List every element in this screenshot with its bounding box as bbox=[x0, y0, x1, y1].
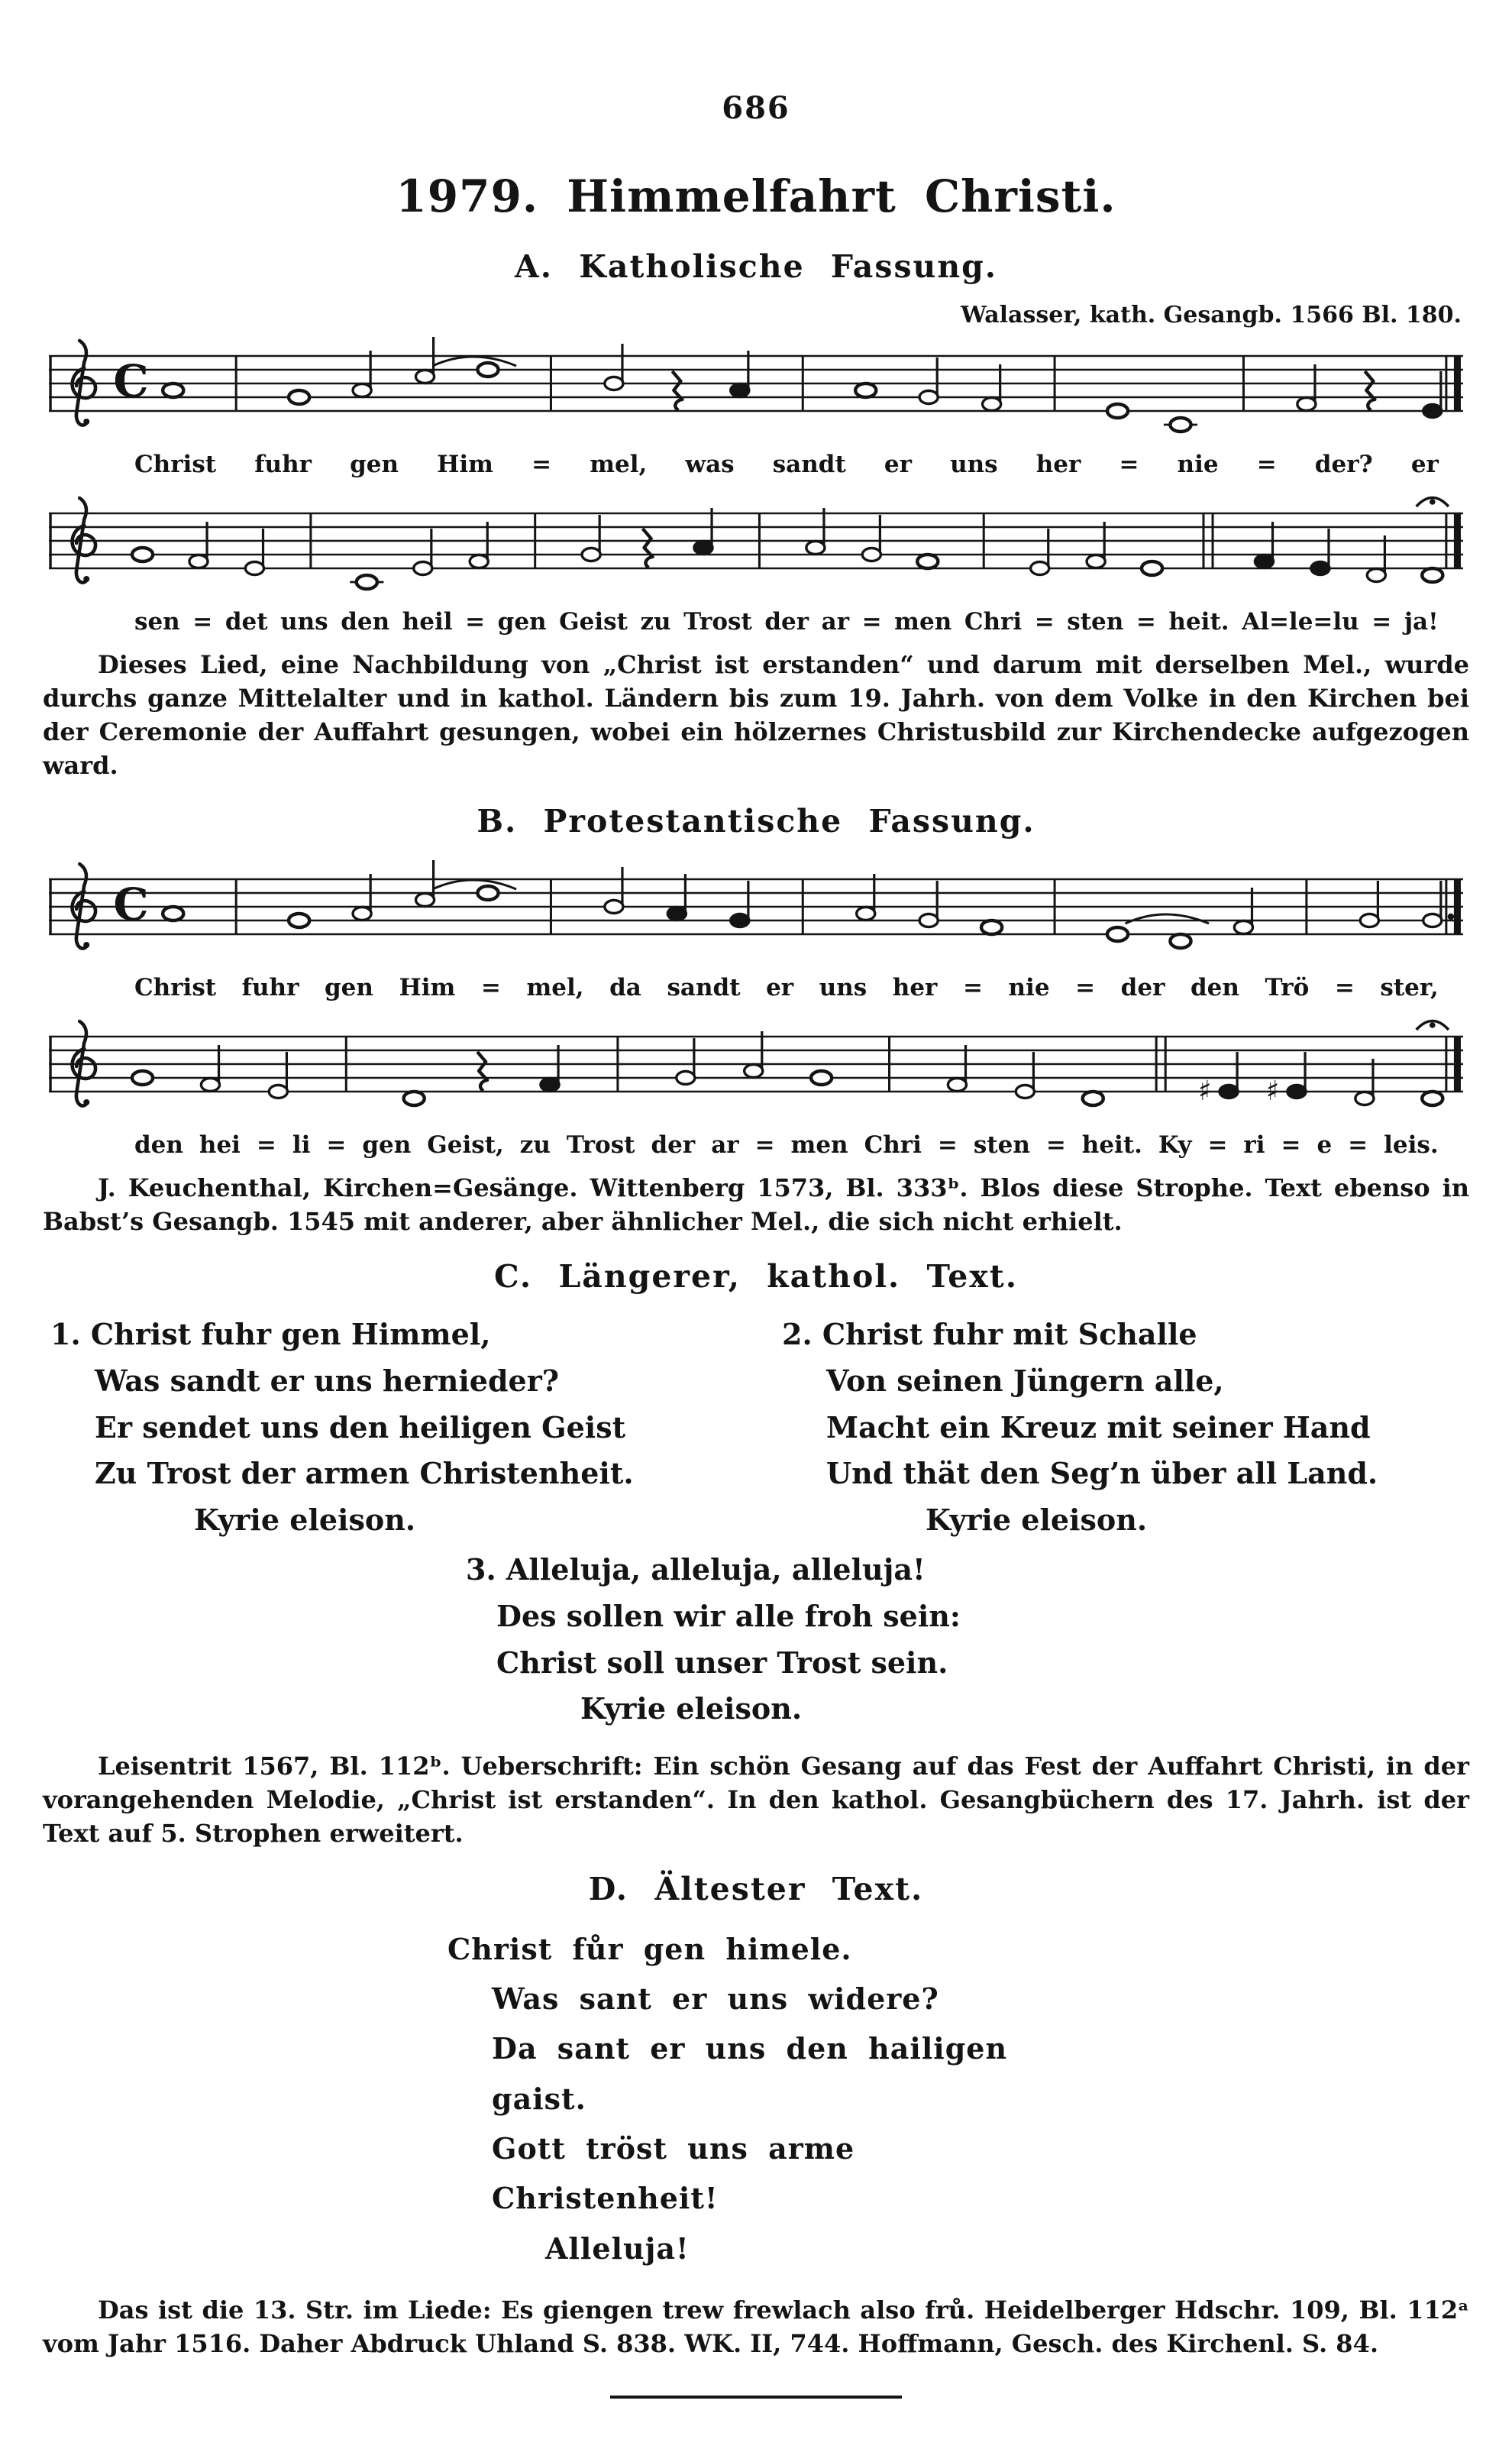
music-staff-b1 bbox=[43, 856, 1469, 1001]
lyric-syllable: Trost bbox=[566, 1131, 635, 1159]
svg-text:♯: ♯ bbox=[1197, 1074, 1212, 1107]
lyric-syllable: Geist bbox=[559, 608, 628, 636]
lyric-syllable: = bbox=[1348, 1131, 1368, 1159]
svg-text:♯: ♯ bbox=[1265, 1074, 1280, 1107]
commentary-paragraph-a: Dieses Lied, eine Nachbildung von „Christ ist erstanden“ und darum mit derselben Mel., wurde durchs ganze Mittelalter und in kathol. Ländern bis zum 19. Jahrh. von dem Volke in den Kirchen bei der Ceremonie der Auffahrt gesungen, wobei ein hölzernes Christusbild zur Kirchendecke aufgezogen ward. bbox=[43, 650, 1469, 781]
verse-line: Des sollen wir alle froh sein: bbox=[496, 1598, 961, 1633]
lyric-syllable: = bbox=[937, 1131, 958, 1159]
lyrics-line bbox=[43, 449, 1469, 478]
lyric-syllable: Geist, bbox=[427, 1131, 504, 1159]
lyric-syllable: zu bbox=[519, 1131, 551, 1159]
verse-d-oldest-text bbox=[447, 1924, 1058, 2274]
lyric-syllable: men bbox=[790, 1131, 848, 1159]
lyric-syllable: ster, bbox=[1380, 973, 1439, 1001]
lyric-syllable: Christ bbox=[134, 973, 217, 1001]
lyric-syllable: gen bbox=[350, 451, 399, 478]
lyric-syllable: Trost bbox=[683, 608, 752, 636]
lyric-syllable: ja! bbox=[1404, 608, 1439, 636]
page-number: 686 bbox=[722, 90, 790, 126]
verse-line: Und thät den Seg’n über all Land. bbox=[826, 1456, 1378, 1491]
lyric-syllable: leis. bbox=[1384, 1131, 1439, 1159]
lyric-syllable: = bbox=[1334, 973, 1355, 1001]
lyric-syllable: sen bbox=[134, 608, 180, 636]
lyric-syllable: Chri bbox=[864, 1131, 922, 1159]
verse-line: Er sendet uns den heiligen Geist bbox=[95, 1409, 626, 1444]
document-page bbox=[43, 90, 1469, 2399]
lyric-syllable: Christ bbox=[134, 451, 217, 478]
lyric-syllable: der bbox=[651, 1131, 696, 1159]
staff-notation bbox=[43, 333, 1469, 449]
lyric-syllable: sten bbox=[1067, 608, 1124, 636]
verse-line: Kyrie eleison. bbox=[194, 1503, 416, 1538]
verse-line: Christ fůr gen himele. bbox=[447, 1931, 852, 1966]
lyric-syllable: = bbox=[531, 451, 552, 478]
section-d-heading: D. Ältester Text. bbox=[588, 1870, 924, 1907]
lyric-syllable: Trö bbox=[1265, 973, 1310, 1001]
section-b-heading: B. Protestantische Fassung. bbox=[477, 802, 1035, 840]
lyric-syllable: hei bbox=[199, 1131, 241, 1159]
music-staff-a2 bbox=[43, 490, 1469, 636]
verse-line: Alleluja! bbox=[545, 2231, 690, 2266]
lyric-syllable: her bbox=[892, 973, 938, 1001]
lyric-syllable: fuhr bbox=[254, 451, 312, 478]
verse-line: 1. Christ fuhr gen Himmel, bbox=[50, 1316, 491, 1351]
verse-3 bbox=[466, 1547, 1046, 1732]
svg-text:C: C bbox=[113, 354, 149, 407]
lyric-syllable: = bbox=[1256, 451, 1277, 478]
lyrics-line bbox=[43, 1130, 1469, 1159]
lyric-syllable: heil bbox=[402, 608, 453, 636]
lyric-syllable: uns bbox=[950, 451, 998, 478]
lyric-syllable: = bbox=[962, 973, 983, 1001]
lyric-syllable: = bbox=[192, 608, 213, 636]
lyric-syllable: der bbox=[1120, 973, 1165, 1001]
lyric-syllable: = bbox=[754, 1131, 775, 1159]
section-a-heading: A. Katholische Fassung. bbox=[514, 248, 998, 285]
verse-line: Von seinen Jüngern alle, bbox=[826, 1363, 1224, 1398]
verse-line: Macht ein Kreuz mit seiner Hand bbox=[826, 1409, 1371, 1444]
lyric-syllable: den bbox=[341, 608, 390, 636]
lyric-syllable: den bbox=[1190, 973, 1239, 1001]
lyric-syllable: Ky bbox=[1158, 1131, 1192, 1159]
lyric-syllable: gen bbox=[362, 1131, 412, 1159]
verse-2 bbox=[756, 1312, 1469, 1544]
lyric-syllable: der bbox=[764, 608, 809, 636]
lyric-syllable: ar bbox=[711, 1131, 739, 1159]
verse-line: Was sandt er uns hernieder? bbox=[95, 1363, 560, 1398]
hymn-title: 1979. Himmelfahrt Christi. bbox=[396, 170, 1116, 222]
lyric-syllable: = bbox=[256, 1131, 276, 1159]
source-attribution: Walasser, kath. Gesangb. 1566 Bl. 180. bbox=[961, 302, 1462, 328]
lyric-syllable: mel, bbox=[590, 451, 648, 478]
lyric-syllable: e bbox=[1317, 1131, 1333, 1159]
lyric-syllable: Him bbox=[399, 973, 456, 1001]
lyric-syllable: det bbox=[225, 608, 268, 636]
verse-columns bbox=[43, 1312, 1469, 1544]
lyric-syllable: = bbox=[1075, 973, 1096, 1001]
svg-text:C: C bbox=[113, 877, 149, 930]
staff-notation bbox=[43, 490, 1469, 607]
lyric-syllable: Al=le=lu bbox=[1242, 608, 1359, 636]
lyric-syllable: = bbox=[326, 1131, 347, 1159]
lyrics-line bbox=[43, 972, 1469, 1001]
lyrics-line bbox=[43, 607, 1469, 636]
verse-line: Da sant er uns den hailigen gaist. bbox=[492, 2031, 1008, 2116]
section-c-heading: C. Längerer, kathol. Text. bbox=[493, 1257, 1018, 1295]
lyric-syllable: sandt bbox=[667, 973, 741, 1001]
lyric-syllable: er bbox=[884, 451, 912, 478]
lyric-syllable: ri bbox=[1243, 1131, 1265, 1159]
lyric-syllable: sten bbox=[973, 1131, 1030, 1159]
lyric-syllable: Chri bbox=[964, 608, 1023, 636]
commentary-paragraph-c: Leisentrit 1567, Bl. 112ᵇ. Ueberschrift: Ein schön Gesang auf das Fest der Auffahrt Christi, in der vorangehenden Melodie, „Christ ist erstanden“. In den kathol. Gesangbüchern des 17. Jahrh. ist der Text auf 5. Strophen erweitert. bbox=[43, 1752, 1469, 1849]
commentary-paragraph-b: J. Keuchenthal, Kirchen=Gesänge. Wittenberg 1573, Bl. 333ᵇ. Blos diese Strophe. Text ebenso in Babst’s Gesangb. 1545 mit anderer, aber ähnlicher Mel., die sich nicht erhielt. bbox=[43, 1173, 1469, 1236]
verse-line: Kyrie eleison. bbox=[926, 1503, 1148, 1538]
lyric-syllable: = bbox=[1119, 451, 1139, 478]
music-staff-a1 bbox=[43, 333, 1469, 478]
lyric-syllable: li bbox=[292, 1131, 311, 1159]
lyric-syllable: da bbox=[609, 973, 641, 1001]
lyric-syllable: nie bbox=[1177, 451, 1219, 478]
verse-line: Christ soll unser Trost sein. bbox=[496, 1645, 948, 1680]
lyric-syllable: mel, bbox=[526, 973, 584, 1001]
verse-line: Gott tröst uns arme Christenheit! bbox=[492, 2131, 855, 2216]
lyric-syllable: = bbox=[480, 973, 501, 1001]
section-end-rule bbox=[610, 2396, 902, 2399]
lyric-syllable: = bbox=[465, 608, 486, 636]
verse-line: Zu Trost der armen Christenheit. bbox=[95, 1456, 634, 1491]
lyric-syllable: ar bbox=[821, 608, 850, 636]
lyric-syllable: heit. bbox=[1081, 1131, 1142, 1159]
lyric-syllable: heit. bbox=[1168, 608, 1229, 636]
lyric-syllable: der? bbox=[1314, 451, 1373, 478]
lyric-syllable: sandt bbox=[772, 451, 846, 478]
lyric-syllable: was bbox=[685, 451, 735, 478]
lyric-syllable: = bbox=[1371, 608, 1392, 636]
lyric-syllable: uns bbox=[819, 973, 867, 1001]
verse-line: Kyrie eleison. bbox=[580, 1691, 803, 1726]
lyric-syllable: nie bbox=[1008, 973, 1050, 1001]
lyric-syllable: den bbox=[134, 1131, 183, 1159]
verse-line: Was sant er uns widere? bbox=[492, 1981, 939, 2016]
lyric-syllable: fuhr bbox=[241, 973, 299, 1001]
lyric-syllable: her bbox=[1035, 451, 1081, 478]
lyric-syllable: = bbox=[1034, 608, 1055, 636]
lyric-syllable: = bbox=[1045, 1131, 1066, 1159]
music-staff-b2 bbox=[43, 1014, 1469, 1159]
lyric-syllable: uns bbox=[280, 608, 328, 636]
lyric-syllable: = bbox=[1136, 608, 1156, 636]
commentary-paragraph-d: Das ist die 13. Str. im Liede: Es giengen trew frewlach also frů. Heidelberger Hdschr. 109, Bl. 112ᵃ vom Jahr 1516. Daher Abdruck Uhland S. 838. WK. II, 744. Hoffmann, Gesch. des Kirchenl. S. 84. bbox=[43, 2295, 1469, 2359]
lyric-syllable: Him bbox=[437, 451, 493, 478]
lyric-syllable: er bbox=[766, 973, 794, 1001]
lyric-syllable: gen bbox=[324, 973, 373, 1001]
verse-line: 2. Christ fuhr mit Schalle bbox=[782, 1316, 1197, 1351]
staff-notation bbox=[43, 1014, 1469, 1130]
lyric-syllable: = bbox=[1281, 1131, 1301, 1159]
lyric-syllable: gen bbox=[497, 608, 547, 636]
lyric-syllable: er bbox=[1410, 451, 1439, 478]
verse-line: 3. Alleluja, alleluja, alleluja! bbox=[466, 1551, 926, 1587]
lyric-syllable: zu bbox=[640, 608, 671, 636]
verse-1 bbox=[43, 1312, 756, 1544]
staff-notation bbox=[43, 856, 1469, 972]
lyric-syllable: = bbox=[1207, 1131, 1228, 1159]
lyric-syllable: = bbox=[861, 608, 882, 636]
lyric-syllable: men bbox=[894, 608, 952, 636]
